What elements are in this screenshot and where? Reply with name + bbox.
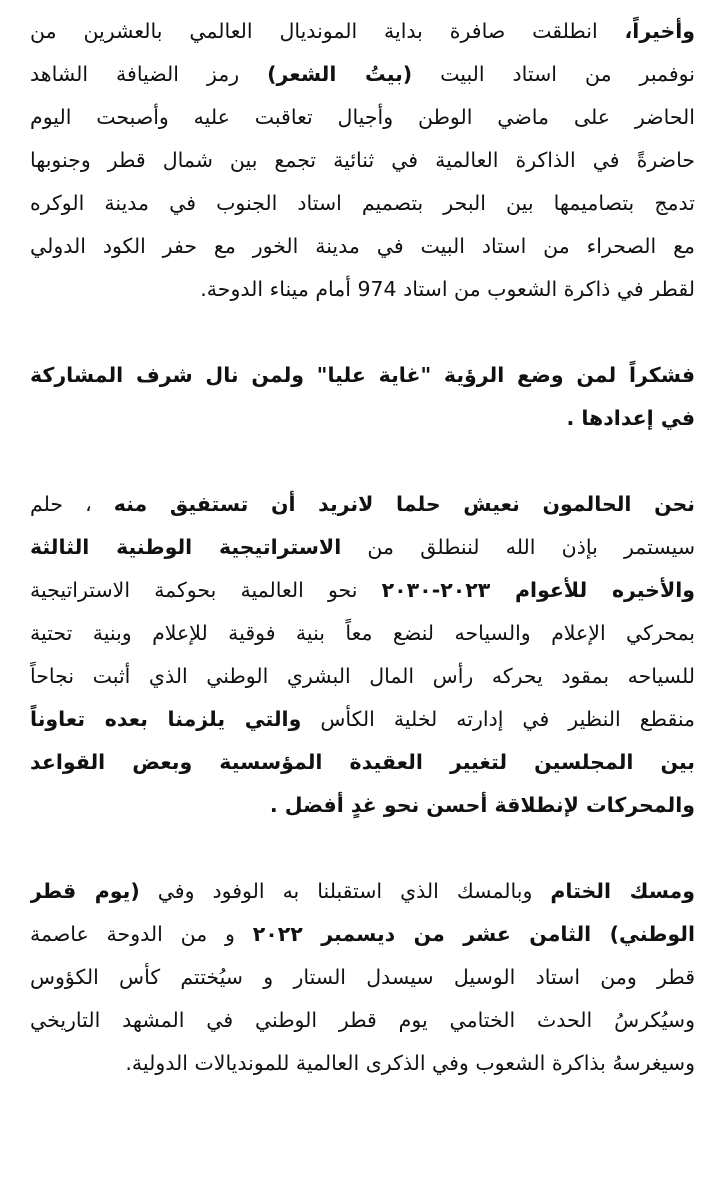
- text-segment-bold: الوطني) الثامن عشر من ديسمبر ٢٠٢٢: [252, 922, 695, 946]
- text-line: [30, 96, 695, 139]
- text-segment: بمحركي الإعلام والسياحه لنضع معاً بنية فوقية للإعلام وبنية تحتية: [30, 621, 695, 645]
- text-segment-bold: في إعدادها .: [566, 406, 695, 430]
- text-segment-bold: نحن الحالمون نعيش حلما لانريد أن تستفيق منه: [113, 492, 695, 516]
- text-segment: نوفمبر من استاد البيت: [412, 62, 695, 86]
- text-segment: وبالمسك الذي استقبلنا به الوفود وفي: [139, 879, 551, 903]
- text-line: [30, 225, 695, 268]
- text-line: [30, 569, 695, 612]
- paragraph-closing: [30, 870, 695, 1085]
- text-line: [30, 698, 695, 741]
- text-segment-bold: وأخيراً،: [624, 19, 695, 43]
- text-line: [30, 268, 695, 311]
- text-segment: ، حلم: [30, 492, 114, 516]
- text-line: [30, 741, 695, 784]
- text-segment: الحاضر على ماضي الوطن وأجيال تعاقبت عليه وأصبحت اليوم: [30, 105, 695, 129]
- text-segment-bold: الاستراتيجية الوطنية الثالثة: [30, 535, 342, 559]
- text-line: [30, 612, 695, 655]
- text-segment: للسياحه بمقود يحركه رأس المال البشري الوطني الذي أثبت نجاحاً: [30, 664, 695, 688]
- paragraph-spacer: [30, 440, 695, 483]
- text-segment: لقطر في ذاكرة الشعوب من استاد 974 أمام ميناء الدوحة.: [200, 277, 695, 301]
- text-segment: قطر ومن استاد الوسيل سيسدل الستار و سيُختتم كأس الكؤوس: [30, 965, 695, 989]
- text-line: [30, 956, 695, 999]
- paragraph-opening: [30, 10, 695, 311]
- text-segment: سيستمر بإذن الله لننطلق من: [341, 535, 695, 559]
- text-segment: وسيُكرسُ الحدث الختامي يوم قطر الوطني في المشهد التاريخي: [30, 1008, 695, 1032]
- text-segment: مع الصحراء من استاد البيت في مدينة الخور مع حفر الكود الدولي: [30, 234, 695, 258]
- text-line: [30, 139, 695, 182]
- text-segment-bold: (بيتُ الشعر): [267, 62, 413, 86]
- text-line: [30, 870, 695, 913]
- text-line: [30, 354, 695, 397]
- text-line: [30, 53, 695, 96]
- text-line: [30, 526, 695, 569]
- text-line: [30, 483, 695, 526]
- paragraph-spacer: [30, 311, 695, 354]
- text-segment-bold: فشكراً لمن وضع الرؤية "غاية عليا" ولمن نال شرف المشاركة: [30, 363, 695, 387]
- text-segment: تدمج بتصاميمها بين البحر بتصميم استاد الجنوب في مدينة الوكره: [30, 191, 695, 215]
- text-segment: انطلقت صافرة بداية المونديال العالمي بالعشرين من: [30, 19, 625, 43]
- text-line: [30, 182, 695, 225]
- text-line: [30, 397, 695, 440]
- text-segment-bold: بين المجلسين لتغيير العقيدة المؤسسية وبعض القواعد: [30, 750, 695, 774]
- text-segment: منقطع النظير في إدارته لخلية الكأس: [301, 707, 695, 731]
- paragraph-thanks: [30, 354, 695, 440]
- text-segment: و من الدوحة عاصمة: [30, 922, 253, 946]
- paragraph-spacer: [30, 827, 695, 870]
- text-segment-bold: والمحركات لإنطلاقة أحسن نحو غدٍ أفضل .: [269, 793, 695, 817]
- text-line: [30, 784, 695, 827]
- text-segment: رمز الضيافة الشاهد: [30, 62, 268, 86]
- text-line: [30, 999, 695, 1042]
- text-segment: وسيغرسهُ بذاكرة الشعوب وفي الذكرى العالمية للمونديالات الدولية.: [125, 1051, 695, 1075]
- text-line: [30, 913, 695, 956]
- text-line: [30, 655, 695, 698]
- text-segment-bold: (يوم قطر: [30, 879, 140, 903]
- text-segment-bold: والتي يلزمنا بعده تعاوناً: [30, 707, 302, 731]
- text-segment-bold: ومسك الختام: [550, 879, 695, 903]
- text-segment: حاضرةً في الذاكرة العالمية في ثنائية تجمع بين شمال قطر وجنوبها: [30, 148, 695, 172]
- text-line: [30, 1042, 695, 1085]
- text-line: [30, 10, 695, 53]
- text-segment: نحو العالمية بحوكمة الاستراتيجية: [30, 578, 382, 602]
- text-segment-bold: والأخيره للأعوام ٢٠٢٣-٢٠٣٠: [381, 578, 695, 602]
- paragraph-dream: [30, 483, 695, 827]
